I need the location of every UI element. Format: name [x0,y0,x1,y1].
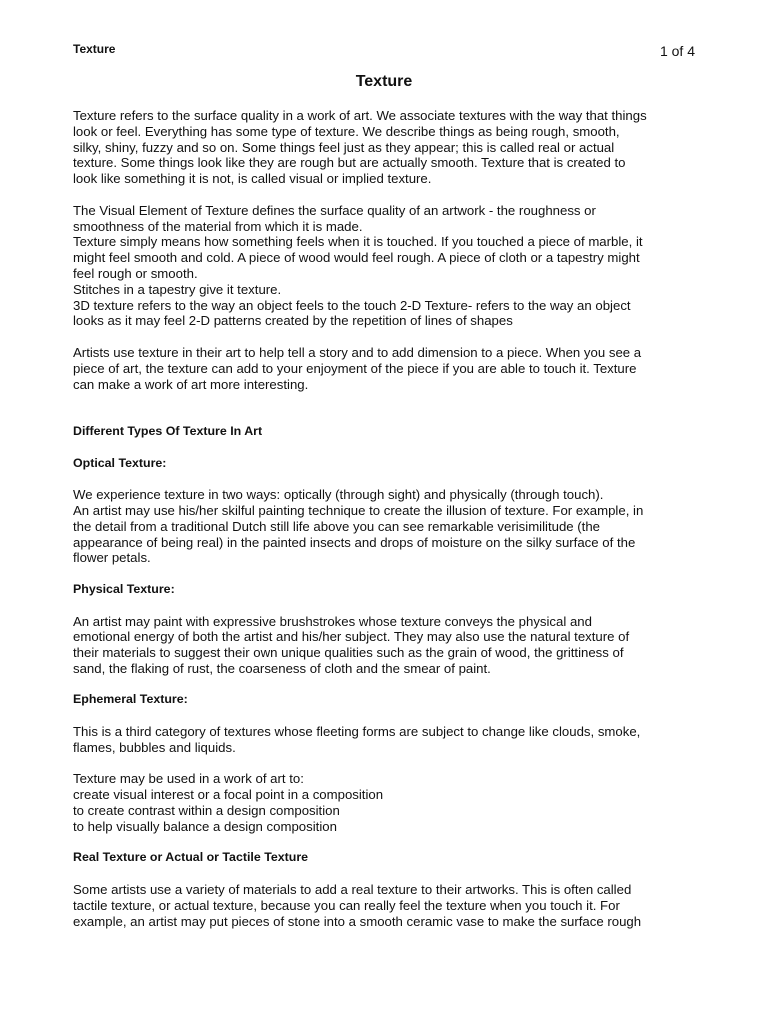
text-line: flames, bubbles and liquids. [73,739,236,755]
text-line: flower petals. [73,550,151,566]
text-line: This is a third category of textures whose fleeting forms are subject to change like clouds, smoke, [73,724,641,740]
text-line: appearance of being real) in the painted insects and drops of moisture on the silky surface of the [73,534,636,550]
text-line: look or feel. Everything has some type of texture. We describe things as being rough, smooth, [73,123,620,139]
types-heading: Different Types Of Texture In Art [73,423,263,438]
text-line: create visual interest or a focal point in a composition [73,787,384,803]
text-line: Texture simply means how something feels when it is touched. If you touched a piece of marble, it [73,234,643,250]
real-texture-paragraph [73,882,699,929]
text-line: Stitches in a tapestry give it texture. [73,281,282,297]
intro-paragraph [73,108,699,187]
ephemeral-texture-heading: Ephemeral Texture: [73,692,188,707]
text-line: the detail from a traditional Dutch still life above you can see remarkable verisimilitude (the [73,518,601,534]
text-line: to help visually balance a design composition [73,818,337,834]
text-line: Texture may be used in a work of art to: [73,771,304,787]
text-line: example, an artist may put pieces of stone into a smooth ceramic vase to make the surface rough [73,913,642,929]
spacer [73,408,699,424]
text-line: look like something it is not, is called visual or implied texture. [73,171,432,187]
text-line: An artist may use his/her skilful painting technique to create the illusion of texture. For example, in [73,502,644,518]
text-line: Texture refers to the surface quality in a work of art. We associate textures with the way that things [73,108,647,123]
physical-texture-heading: Physical Texture: [73,581,175,596]
text-line: looks as it may feel 2-D patterns created by the repetition of lines of shapes [73,313,513,329]
text-line: Artists use texture in their art to help tell a story and to add dimension to a piece. When you see a [73,344,642,360]
document-body [73,108,699,945]
text-line: We experience texture in two ways: optically (through sight) and physically (through touch). [73,487,604,503]
text-line: The Visual Element of Texture defines the surface quality of an artwork - the roughness or [73,202,596,218]
text-line: feel rough or smooth. [73,265,198,281]
text-line: Some artists use a variety of materials to add a real texture to their artworks. This is often called [73,882,632,898]
text-line: to create contrast within a design composition [73,803,340,819]
text-line: 3D texture refers to the way an object feels to the touch 2-D Texture- refers to the way an object [73,297,631,313]
text-line: can make a work of art more interesting. [73,376,309,392]
text-line: silky, shiny, fuzzy and so on. Some things feel just as they appear; this is called real or actual [73,139,615,155]
text-line: sand, the flaking of rust, the coarseness of cloth and the smear of paint. [73,660,491,676]
text-line: emotional energy of both the artist and his/her subject. They may also use the natural texture of [73,629,630,645]
text-line: tactile texture, or actual texture, because you can really feel the texture when you touch it. For [73,897,620,913]
text-line: their materials to suggest their own unique qualities such as the grain of wood, the grittiness of [73,645,624,661]
text-line: piece of art, the texture can add to your enjoyment of the piece if you are able to touch it. Texture [73,360,637,376]
optical-texture-heading: Optical Texture: [73,455,167,470]
page-number: 1 of 4 [659,43,695,59]
optical-texture-paragraph [73,487,699,566]
texture-uses-list [73,771,699,834]
real-texture-heading: Real Texture or Actual or Tactile Texture [73,850,309,865]
running-header-title: Texture [73,42,116,56]
artists-use-paragraph [73,345,699,392]
text-line: might feel smooth and cold. A piece of wood would feel rough. A piece of cloth or a tapestry might [73,250,640,266]
physical-texture-paragraph [73,614,699,677]
document-title: Texture [355,73,413,90]
visual-element-paragraph [73,203,699,329]
text-line: texture. Some things look like they are rough but are actually smooth. Texture that is created to [73,155,626,171]
text-line: An artist may paint with expressive brushstrokes whose texture conveys the physical and [73,613,592,629]
ephemeral-texture-paragraph [73,724,699,756]
text-line: smoothness of the material from which it is made. [73,218,363,234]
